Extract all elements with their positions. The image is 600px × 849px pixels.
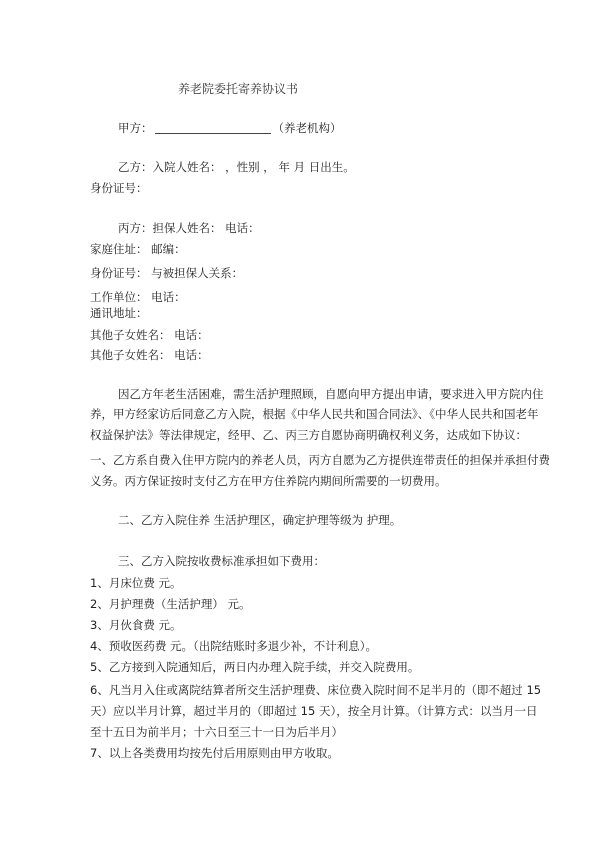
fee-item: 2、月护理费（生活护理） 元。 bbox=[90, 597, 251, 611]
clause-2: 二、乙方入院住养 生活护理区，确定护理等级为 护理。 bbox=[118, 513, 402, 527]
party-c-id-relation: 身份证号： 与被担保人关系： bbox=[90, 266, 244, 280]
clause-3-heading: 三、乙方入院按收费标准承担如下费用： bbox=[118, 554, 325, 568]
fee-item: 5、乙方接到入院通知后，两日内办理入院手续，并交入院费用。 bbox=[90, 660, 420, 674]
party-a-line bbox=[118, 121, 342, 135]
clause-1-line: 一、乙方系自费入住甲方院内的养老人员，丙方自愿为乙方提供连带责任的担保并承担付费 bbox=[90, 453, 550, 467]
party-b-line: 乙方：入院人姓名： ，性别 ， 年 月 日出生。 bbox=[118, 160, 355, 174]
intro-line: 权益保护法》等法律规定，经甲、乙、丙三方自愿协商明确权利义务，达成如下协议： bbox=[90, 428, 527, 442]
clause-1-line: 义务。丙方保证按时支付乙方在甲方住养院内期间所需要的一切费用。 bbox=[90, 474, 447, 488]
fee-item: 7、以上各类费用均按先付后用原则由甲方收取。 bbox=[90, 746, 339, 760]
party-c-other-child-1: 其他子女姓名： 电话： bbox=[90, 328, 209, 342]
fee-item: 3、月伙食费 元。 bbox=[90, 618, 182, 632]
fee-item: 4、预收医药费 元。（出院结账时多退少补，不计利息）。 bbox=[90, 639, 377, 653]
party-a-blank bbox=[155, 122, 271, 134]
party-c-work: 工作单位： 电话： bbox=[90, 290, 186, 304]
document-title: 养老院委托寄养协议书 bbox=[178, 82, 299, 96]
intro-line: 因乙方年老生活困难，需生活护理照顾，自愿向甲方提出申请，要求进入甲方院内住 bbox=[118, 387, 544, 401]
fee-item-continued: 至十五日为前半月；十六日至三十一日为后半月） bbox=[90, 725, 343, 739]
fee-item-continued: 天）应以半月计算，超过半月的（即超过 15 天），按全月计算。（计算方式：以当月一日 bbox=[90, 704, 538, 718]
party-c-mail-address: 通讯地址： bbox=[90, 306, 148, 320]
fee-item: 6、凡当月入住或离院结算者所交生活护理费、床位费入院时间不足半月的（即不超过 15 bbox=[90, 683, 542, 697]
party-c-line: 丙方：担保人姓名： 电话： bbox=[118, 221, 260, 235]
fee-item: 1、月床位费 元。 bbox=[90, 576, 182, 590]
intro-line: 养，甲方经家访后同意乙方入院，根据《中华人民共和国合同法》、《中华人民共和国老年 bbox=[90, 407, 539, 421]
party-a-note: （养老机构） bbox=[272, 121, 342, 135]
party-c-address: 家庭住址： 邮编： bbox=[90, 242, 186, 256]
party-c-other-child-2: 其他子女姓名： 电话： bbox=[90, 348, 209, 362]
party-b-id-label: 身份证号： bbox=[90, 181, 148, 195]
party-a-label: 甲方： bbox=[118, 121, 153, 135]
